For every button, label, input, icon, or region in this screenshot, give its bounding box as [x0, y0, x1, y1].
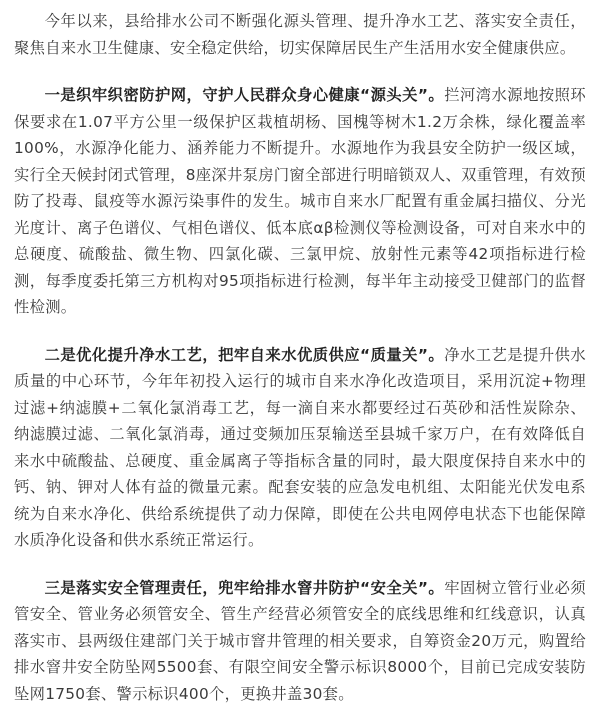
section-body-text: 拦河湾水源地按照环保要求在1.07平方公里一级保护区栽植胡杨、国槐等树木1.2万余株，绿化覆盖率100%，水源净化能力、涵养能力不断提升。水源地作为我县安全防护一级区域，实行全天候封闭式管理，8座深井泵房门窗全部进行明暗锁双人、双重管理，有效预防了投毒、鼠疫等水源污染事件的发生。城市自来水厂配置有重金属扫描仪、分光光度计、离子色谱仪、气相色谱仪、低本底αβ检测仪等检测设备，可对自来水中的总硬度、硫酸盐、微生物、四氯化碳、三氯甲烷、放射性元素等42项指标进行检测，每季度委托第三方机构对95项指标进行检测，每半年主动接受卫健部门的监督性检测。 — [14, 86, 586, 316]
section-paragraph-water-quality — [14, 342, 586, 554]
section-body-text: 牢固树立管行业必须管安全、管业务必须管安全、管生产经营必须管安全的底线思维和红线意识，认真落实市、县两级住建部门关于城市窨井管理的相关要求，自筹资金20万元，购置给排水窨井安全防坠网5500套、有限空间安全警示标识8000个，目前已完成安装防坠网1750套、警示标识400个，更换井盖30套。 — [14, 579, 586, 703]
section-lead-heading: 三是落实安全管理责任，兜牢给排水窨井防护“安全关”。 — [45, 579, 445, 597]
intro-text: 今年以来，县给排水公司不断强化源头管理、提升净水工艺、落实安全责任，聚焦自来水卫生健康、安全稳定供给，切实保障居民生产生活用水安全健康供应。 — [14, 12, 586, 57]
section-paragraph-source-protection — [14, 82, 586, 321]
section-body-text: 净水工艺是提升供水质量的中心环节，今年年初投入运行的城市自来水净化改造项目，采用沉淀+物理过滤+纳滤膜+二氧化氯消毒工艺，每一滴自来水都要经过石英砂和活性炭除杂、纳滤膜过滤、二氧化氯消毒，通过变频加压泵输送至县城千家万户，在有效降低自来水中硫酸盐、总硬度、重金属离子等指标含量的同时，最大限度保持自来水中的钙、钠、钾对人体有益的微量元素。配套安装的应急发电机组、太阳能光伏发电系统为自来水净化、供给系统提供了动力保障，即使在公共电网停电状态下也能保障水质净化设备和供水系统正常运行。 — [14, 346, 586, 550]
section-lead-heading: 二是优化提升净水工艺，把牢自来水优质供应“质量关”。 — [45, 346, 445, 364]
section-lead-heading: 一是织牢织密防护网，守护人民群众身心健康“源头关”。 — [45, 86, 445, 104]
section-paragraph-safety-management — [14, 575, 586, 707]
intro-paragraph — [14, 8, 586, 61]
